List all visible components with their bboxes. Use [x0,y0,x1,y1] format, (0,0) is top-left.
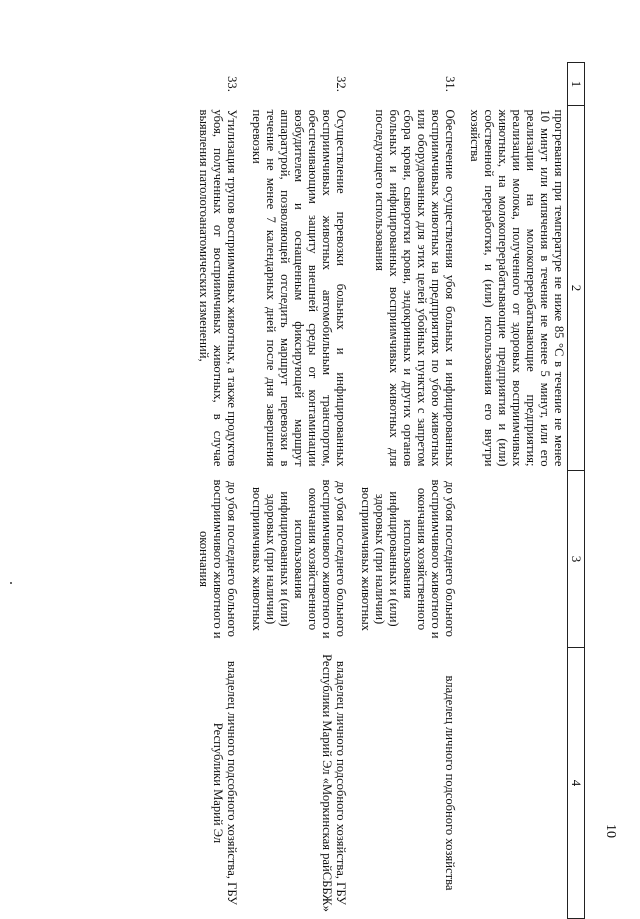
row-number: 31. [443,76,457,92]
row-responsible: владелец личного подсобного хозяйства, ГБУ Республики Марий Эл «Моркинская райСББЖ» [320,654,348,912]
column-header-2: 2 [568,106,585,471]
table-header-row [568,63,585,919]
row-number [458,63,568,106]
row-deadline: до убоя последнего больного восприимчивого животного и окончания хозяйственного использования инфицированных и (или) здоровых (при наличии) восприимчивых животных [250,479,348,639]
column-header-3: 3 [568,471,585,648]
row-number: 33. [225,76,239,92]
page-number: 10 [603,824,618,838]
row-description: Утилизация трупов восприимчивых животных, а также продуктов убоя, полученных от восприимчивых животных, в случае выявления патологоанатомических изменений, [197,109,239,467]
row-responsible [458,648,568,919]
table-row [349,63,458,919]
table-row [187,63,240,919]
row-deadline: до убоя последнего больного восприимчивого животного и окончания [197,479,239,639]
table-row [458,63,568,919]
column-header-1: 1 [568,63,585,106]
row-deadline [458,471,568,648]
row-description: Обеспечение осуществления убоя больных и инфицированных восприимчивых животных на предприятиях по убою животных или оборудованных для этих целей убойных пунктах с запретом сбора крови, сыворотки крови, эндокринных и других органов больных и инфицированных восприимчивых животных для последующего использования [373,109,457,467]
row-responsible: владелец личного подсобного хозяйства, ГБУ Республики Марий Эл [211,660,239,906]
measures-table [187,62,585,919]
row-responsible: владелец личного подсобного хозяйства [443,675,457,891]
column-header-4: 4 [568,648,585,919]
row-description: Осуществление перевозки больных и инфицированных восприимчивых животных автомобильным транспортом, обеспечивающим защиту внешней среды от контаминации возбудителем и оснащенным фиксирующей маршрут аппаратурой, позволяющей отследить маршрут перевозки в течение не менее 7 календарных дней после дня завершения перевозки [250,109,348,467]
row-description: прогревания при температуре не ниже 85 °С в течение не менее 10 минут или кипячения в течение не менее 5 минут, или его реализации на молокоперерабатывающие предприятия; реализации молока, полученного от здоровых восприимчивых животных, на молокоперерабатывающие предприятия и (или) собственной переработки, и (или) использования его внутри хозяйства [468,109,566,467]
row-number: 32. [334,76,348,92]
table-row [240,63,349,919]
row-deadline: до убоя последнего больного восприимчивого животного и окончания хозяйственного использования инфицированных и (или) здоровых (при наличии) восприимчивых животных [359,479,457,639]
scan-speck [10,582,12,584]
